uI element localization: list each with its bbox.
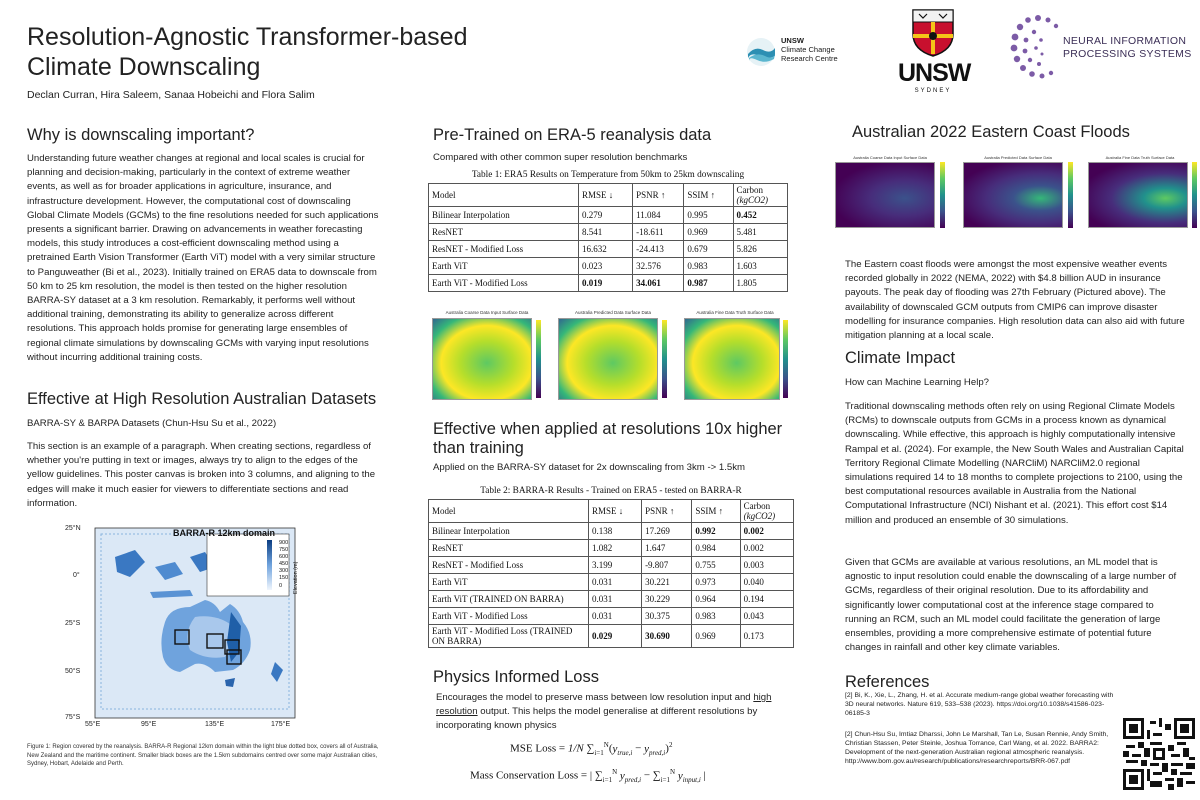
pretrained-heading: Pre-Trained on ERA-5 reanalysis data [433, 126, 712, 144]
flood-heatmap-predicted [963, 162, 1063, 228]
effective10x-sub: Applied on the BARRA-SY dataset for 2x downscaling from 3km -> 1.5km [433, 462, 746, 473]
cell: 0.019 [579, 275, 633, 292]
cell: ResNET [429, 224, 579, 241]
cell: 0.987 [684, 275, 733, 292]
impact-sub: How can Machine Learning Help? [845, 377, 989, 388]
cell: ResNET - Modified Loss [429, 557, 589, 574]
authors: Declan Curran, Hira Saleem, Sanaa Hobeichi and Flora Salim [27, 89, 315, 101]
ccrc-logo [745, 34, 875, 74]
qr-code[interactable] [1123, 718, 1195, 790]
lon-tick: 135°E [205, 721, 225, 728]
cell: 0.973 [692, 574, 740, 591]
lon-tick: 55°E [85, 721, 101, 728]
era5-map-truth: Australia Fine Data Truth Surface Data [680, 310, 798, 405]
cell: 1.805 [733, 275, 787, 292]
th-rmse: RMSE ↓ [579, 184, 633, 207]
heatmap-truth [684, 318, 780, 400]
cell: 0.031 [589, 574, 642, 591]
colorbar [536, 320, 541, 398]
effective10x-heading: Effective when applied at resolutions 10x higher than training [433, 420, 783, 457]
cell: Earth ViT [429, 258, 579, 275]
cell: ResNET - Modified Loss [429, 241, 579, 258]
cell: 0.003 [740, 557, 793, 574]
table-header-row [429, 184, 788, 207]
poster-title [27, 22, 587, 82]
effective-heading: Effective at High Resolution Australian Datasets [27, 390, 377, 408]
cell: 0.002 [740, 540, 793, 557]
cell: 5.481 [733, 224, 787, 241]
lat-tick: 50°S [65, 668, 81, 675]
reference-1: [2] Bi, K., Xie, L., Zhang, H. et al. Accurate medium-range global weather forecasting with 3D neural networks. Nature 619, 533–538 (2023). https://doi.org/10.1038/s41586-023-06185-3 [845, 692, 1114, 717]
cell: 0.031 [589, 591, 642, 608]
neurips-line1: NEURAL INFORMATION [1063, 35, 1187, 47]
barra-domain-map [55, 522, 315, 732]
cell: 0.969 [684, 224, 733, 241]
cell: 0.043 [740, 608, 793, 625]
flood-heatmap-truth [1088, 162, 1188, 228]
cell: 30.375 [642, 608, 692, 625]
map-cbar-label: Elevation (m) [293, 561, 299, 594]
ccrc-name: UNSW [781, 36, 804, 45]
cell: ResNET [429, 540, 589, 557]
colorbar [662, 320, 667, 398]
table-row [429, 608, 794, 625]
cbar-tick: 150 [279, 575, 289, 582]
cell: Earth ViT - Modified Loss [429, 608, 589, 625]
cell: 5.826 [733, 241, 787, 258]
physics-body: Encourages the model to preserve mass between low resolution input and high resolution output. This helps the model generalise at different resolutions by incorporating known physics [436, 692, 772, 732]
impact-body-2: Given that GCMs are available at various resolutions, an ML model that is agnostic to input resolution could enable the downscaling of a large number of GCMs, regardless of their original resolution. Due to its affordability and significantly lower computational cost at the inference stage compared to running an RCM, such an ML model could facilitate the generation of large ensembles, providing a more comprehensive estimate of potential future changes in rainfall and other key climate variables. [845, 557, 1177, 654]
th-psnr: PSNR ↑ [642, 500, 692, 523]
th-ssim: SSIM ↑ [684, 184, 733, 207]
cell: 0.002 [740, 523, 793, 540]
neurips-line2: PROCESSING SYSTEMS [1063, 48, 1192, 60]
unsw-logo [898, 8, 971, 98]
table2 [428, 499, 794, 648]
why-heading: Why is downscaling important? [27, 126, 255, 144]
cell: Earth ViT [429, 574, 589, 591]
unsw-wordmark: UNSW [898, 59, 971, 87]
table-row [429, 591, 794, 608]
floods-maps-row [830, 150, 1200, 240]
why-body: Understanding future weather changes at regional and local scales is crucial for planning and decision-making, particularly in the context of extreme weather events, as well as for broader applications in agriculture, insurance, and infrastructure development. However, the computational cost of downscaling Global Climate Models (GCMs) to the fine resolutions needed for such applications presents a significant barrier. Drawing on advancements in weather forecasting models, this study introduces a cost-efficient downscaling method using a pretrained Earth Vision Transformer (Earth ViT) model with a very similar structure to Panguweather (Bi et al., 2023). Initially trained on ERA5 data to downscale from 50 km to 25 km resolution, the model is then tested on the higher resolution BARRA-SY dataset at a 3 km resolution. Remarkably, it performs well without additional training, demonstrating its ability to generalize across different resolutions. This approach holds promise for generating large ensembles of regional climate simulations by downscaling GCMs with varying input resolutions without incurring additional training costs. [27, 153, 379, 363]
poster-title-line2: Climate Downscaling [27, 53, 261, 81]
table2-caption: Table 2: BARRA-R Results - Trained on ERA5 - tested on BARRA-R [480, 486, 742, 496]
floods-heading: Australian 2022 Eastern Coast Floods [852, 123, 1130, 141]
cell: Bilinear Interpolation [429, 523, 589, 540]
map-title: BARRA-R 12km domain [173, 528, 276, 538]
cell: Bilinear Interpolation [429, 207, 579, 224]
lat-tick: 0° [73, 572, 80, 579]
lon-tick: 175°E [271, 721, 291, 728]
unsw-crest-icon [911, 8, 955, 58]
cell: 0.194 [740, 591, 793, 608]
th-carbon: Carbon (kgCO2) [733, 184, 787, 207]
cell: 3.199 [589, 557, 642, 574]
colorbar [783, 320, 788, 398]
cell: 0.984 [692, 540, 740, 557]
cell: Earth ViT - Modified Loss [429, 275, 579, 292]
table-row [429, 258, 788, 275]
cell: 0.023 [579, 258, 633, 275]
era5-maps-row [428, 310, 790, 410]
cell: Earth ViT - Modified Loss (TRAINED ON BARRA) [429, 625, 589, 648]
table-row [429, 540, 794, 557]
th-ssim: SSIM ↑ [692, 500, 740, 523]
cell: 0.279 [579, 207, 633, 224]
figure-caption: Figure 1: Region covered by the reanalysis. BARRA-R Regional 12km domain within the light blue dotted box, covers all of Australia, New Zealand and the maritime continent. Smaller black boxes are the 1.5km subdomains centred over some major Australian cities, Sydney, Hobart, Adelaide and Perth. [27, 744, 379, 768]
reference-2: [2] Chun-Hsu Su, Imtiaz Dharssi, John Le Marshall, Tan Le, Susan Rennie, Andy Smith, Christian Stassen, Peter Steinle, Joshua Torrance, Carl Wang, et al. 2022. BARRA2: Development of the next-generation Australian regional atmospheric reanalysis. http://www.bom.gov.au/research/publications/researchreports/BRR-067.pdf [845, 731, 1109, 765]
floods-map-truth: Australia Fine Data Truth Surface Data [1086, 150, 1200, 240]
cell: 1.603 [733, 258, 787, 275]
floods-map-predicted: Australia Predicted Data Surface Data [958, 150, 1076, 240]
cell: 30.690 [642, 625, 692, 648]
physics-heading: Physics Informed Loss [433, 668, 599, 686]
cell: -18.611 [633, 224, 684, 241]
lat-tick: 75°S [65, 714, 81, 721]
era5-map-coarse: Australia Coarse Data Input Surface Data [428, 310, 546, 405]
lat-tick: 25°S [65, 620, 81, 627]
heatmap-predicted [558, 318, 658, 400]
cell: 8.541 [579, 224, 633, 241]
colorbar [1192, 162, 1197, 228]
cell: 17.269 [642, 523, 692, 540]
table-row [429, 275, 788, 292]
table1-caption: Table 1: ERA5 Results on Temperature from 50km to 25km downscaling [471, 170, 745, 180]
floods-body: The Eastern coast floods were amongst the most expensive weather events recorded globally in 2022 (NEMA, 2022) with $4.8 billion AUD in insurance payouts. The peak day of flooding was 27th February (Pictured above). The availability of downscaled GCM outputs from CMIP6 can improve disaster modelling for insurance companies. High resolution data can also aid with future mitigation planning at a local scale. [845, 259, 1185, 342]
th-model: Model [429, 184, 579, 207]
cell: 0.029 [589, 625, 642, 648]
impact-heading: Climate Impact [845, 349, 956, 367]
neurips-logo [1008, 10, 1193, 90]
cell: 11.084 [633, 207, 684, 224]
cbar-tick: 750 [279, 547, 289, 554]
cell: 0.040 [740, 574, 793, 591]
table-row [429, 241, 788, 258]
cbar-tick: 0 [279, 582, 283, 589]
mass-formula: Mass Conservation Loss = | $\sum_{i=1}^N$ $y_{pred,i} - \sum_{i=1}^N$ $y_{input,i}$ | [470, 768, 706, 784]
map-cbar-ticks [279, 540, 288, 590]
cell: 16.632 [579, 241, 633, 258]
unsw-sydney: SYDNEY [914, 88, 952, 94]
cell: 0.031 [589, 608, 642, 625]
cbar-tick: 900 [279, 540, 289, 546]
cell: 0.452 [733, 207, 787, 224]
table-header-row [429, 500, 794, 523]
qr-code-icon [1123, 718, 1195, 790]
impact-body-1: Traditional downscaling methods often rely on using Regional Climate Models (RCMs) to downscale outputs from GCMs in a process known as dynamical downscaling. While effective, this approach is highly computationally intensive Rampal et al. (2024). For example, the New South Wales and Australian Capital Territory Regional Climate Modelling (NARCliM) NARCliM2.0 regional simulations required 14 to 18 months to complete projections to 2100, using the best computational resources available in Australia from the National Computational Infrastructure (NCI) Nishant et al. (2021). This effort cost $14 million and produced an ensemble of 30 simulations. [845, 401, 1184, 526]
colorbar [940, 162, 945, 228]
cell: 32.576 [633, 258, 684, 275]
th-rmse: RMSE ↓ [589, 500, 642, 523]
th-psnr: PSNR ↑ [633, 184, 684, 207]
table-row [429, 625, 794, 648]
poster-title-line1: Resolution-Agnostic Transformer-based [27, 23, 468, 51]
cell: 0.969 [692, 625, 740, 648]
cbar-tick: 300 [279, 568, 289, 575]
table-row [429, 207, 788, 224]
ccrc-wave-icon [745, 36, 777, 68]
cell: 1.082 [589, 540, 642, 557]
mse-formula: MSE Loss = 1/N $\sum_{i=1}^N(y_{true,i} - y_{pred,i})^2$ [510, 741, 673, 757]
cell: 1.647 [642, 540, 692, 557]
colorbar [1068, 162, 1073, 228]
th-carbon: Carbon (kgCO2) [740, 500, 793, 523]
cell: 0.964 [692, 591, 740, 608]
references-heading: References [845, 673, 930, 691]
cbar-tick: 600 [279, 554, 289, 561]
th-model: Model [429, 500, 589, 523]
cell: -24.413 [633, 241, 684, 258]
era5-map-predicted: Australia Predicted Data Surface Data [554, 310, 672, 405]
cell: 0.173 [740, 625, 793, 648]
cell: 30.221 [642, 574, 692, 591]
table1 [428, 183, 788, 292]
cell: 34.061 [633, 275, 684, 292]
cell: 0.983 [684, 258, 733, 275]
neurips-spiral-icon [1008, 10, 1068, 88]
ccrc-line2: Climate Change [781, 45, 835, 54]
barra-map-svg [55, 522, 315, 732]
table-row [429, 224, 788, 241]
cell: 0.138 [589, 523, 642, 540]
cell: 30.229 [642, 591, 692, 608]
flood-heatmap-coarse [835, 162, 935, 228]
cell: 0.992 [692, 523, 740, 540]
cell: 0.983 [692, 608, 740, 625]
table-row [429, 557, 794, 574]
high-resolution-link[interactable]: high resolution [436, 692, 772, 718]
floods-map-coarse: Australia Coarse Data Input Surface Data [830, 150, 948, 240]
pretrained-sub: Compared with other common super resolution benchmarks [433, 152, 688, 163]
cbar-tick: 450 [279, 561, 289, 568]
table-row [429, 574, 794, 591]
cell: 0.995 [684, 207, 733, 224]
lon-tick: 95°E [141, 721, 157, 728]
table-row [429, 523, 794, 540]
ccrc-line3: Research Centre [781, 54, 838, 63]
effective-body: This section is an example of a paragraph. When creating sections, regardless of whether you're putting in text or images, always try to align to the edges of the yellow guidelines. This poster canvas is broken into 3 columns, and aligning to the edges will make it much easier for viewers to differentiate sections and read information. [27, 441, 376, 509]
cell: 0.755 [692, 557, 740, 574]
cell: 0.679 [684, 241, 733, 258]
cell: Earth ViT (TRAINED ON BARRA) [429, 591, 589, 608]
heatmap-coarse [432, 318, 532, 400]
lat-tick: 25°N [65, 525, 81, 532]
effective-sub: BARRA-SY & BARPA Datasets (Chun-Hsu Su et al., 2022) [27, 418, 277, 429]
cell: -9.807 [642, 557, 692, 574]
